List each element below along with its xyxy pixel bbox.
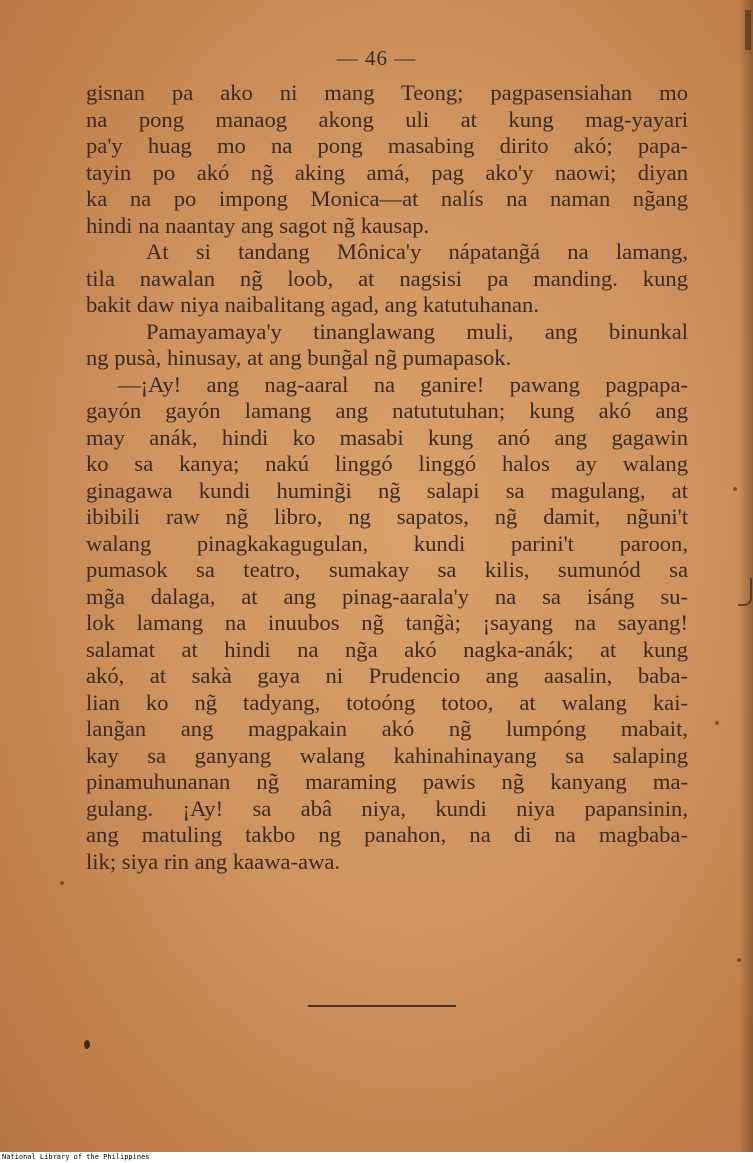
text-line: gisnan pa ako ni mang Teong; pagpasensiahan mo	[86, 80, 688, 105]
text-line: mg̃a dalaga, at ang pinag-aarala'y na sa isáng su-	[86, 583, 688, 609]
text-line: lian ko ng̃ tadyang, totoóng totoo, at walang kai-	[86, 689, 688, 715]
text-line: gayón gayón lamang ang natututuhan; kung akó ang	[86, 398, 688, 423]
text-line: akó, at sakà gaya ni Prudencio ang aasalin, baba-	[86, 663, 688, 688]
paper-speck	[733, 487, 737, 491]
text-line: pa'y huag mo na pong masabing dirito akó; papa-	[86, 133, 688, 158]
text-line: hindi na naantay ang sagot ng̃ kausap.	[86, 212, 430, 238]
text-line: At si tandang Mônica'y nápatang̃á na lamang,	[146, 239, 688, 264]
text-line: na pong manaog akong uli at kung mag-yayari	[86, 106, 688, 132]
text-line: ginagawa kundi huming̃i ng̃ salapi sa magulang, at	[86, 477, 688, 503]
text-line: pinamuhunanan ng̃ maraming pawis ng̃ kanyang ma-	[86, 769, 688, 794]
text-line: lok lamang na inuubos ng̃ tang̃à; ¡sayang na sayang!	[86, 610, 688, 635]
text-line: lang̃an ang magpakain akó ng̃ lumpóng mabait,	[86, 716, 688, 741]
page-number: — 46 —	[336, 46, 417, 70]
text-line: pumasok sa teatro, sumakay sa kilis, sumunód sa	[86, 557, 688, 582]
text-line: kay sa ganyang walang kahinahinayang sa salaping	[86, 742, 688, 768]
text-line: ka na po impong Monica—at nalís na naman ng̃ang	[86, 186, 688, 211]
text-line: ko sa kanya; nakú linggó linggó halos ay walang	[86, 451, 688, 476]
paper-speck	[715, 721, 719, 725]
page-edge-mark	[738, 578, 752, 606]
library-credit: National Library of the Philippines	[2, 1153, 150, 1161]
text-line: bakit daw niya naibalitang agad, ang katutuhanan.	[86, 292, 539, 317]
text-line: gulang. ¡Ay! sa abâ niya, kundi niya papansinin,	[86, 795, 688, 821]
text-line: tila nawalan ng̃ loob, at nagsisi pa manding. kung	[86, 265, 688, 291]
text-line: ibibili raw ng̃ libro, ng sapatos, ng̃ damit, ng̃uni't	[86, 504, 688, 529]
section-divider-rule	[308, 1005, 456, 1007]
text-line: salamat at hindi na ng̃a akó nagka-anák; at kung	[86, 636, 688, 662]
text-line: ng pusà, hinusay, at ang bung̃al ng̃ pumapasok.	[86, 345, 512, 370]
body-text	[86, 80, 688, 875]
text-line: lik; siya rin ang kaawa-awa.	[86, 848, 341, 874]
paper-speck	[737, 958, 741, 962]
paper-speck	[60, 881, 64, 885]
text-line: ang matuling takbo ng panahon, na di na magbaba-	[86, 822, 688, 847]
text-line: walang pinagkakagugulan, kundi parini't paroon,	[86, 530, 688, 556]
text-line: tayin po akó ng̃ aking amá, pag ako'y naowi; diyan	[86, 159, 688, 185]
text-line: —¡Ay! ang nag-aaral na ganire! pawang pagpapa-	[118, 371, 688, 397]
ink-dot	[84, 1040, 90, 1049]
text-line: Pamayamaya'y tinanglawang muli, ang binunkal	[146, 318, 688, 344]
spine-mark	[745, 10, 751, 50]
text-line: may anák, hindi ko masabi kung anó ang gagawin	[86, 424, 688, 450]
